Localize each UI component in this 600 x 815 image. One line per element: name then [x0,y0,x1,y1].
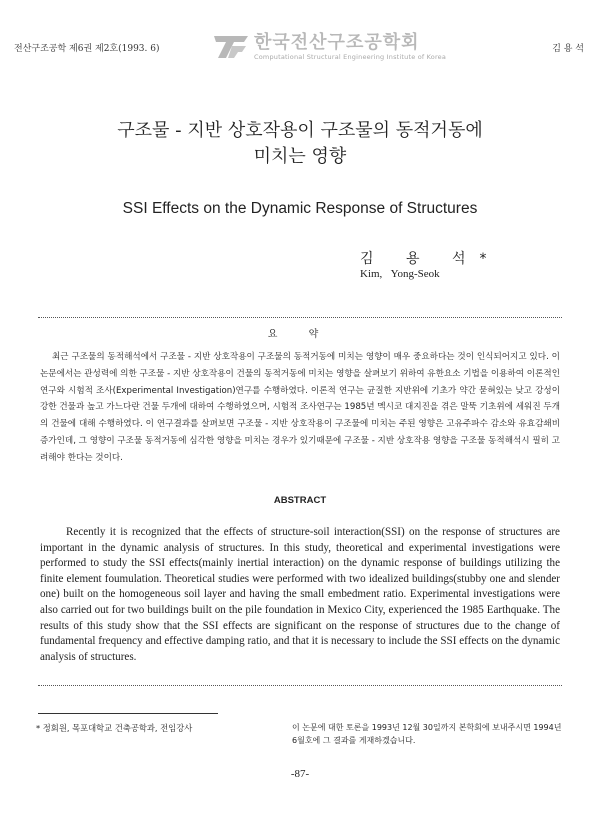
korean-abstract [40,349,560,467]
discussion-note-footnote: 이 논문에 대한 토론을 1993년 12월 30일까지 본학회에 보내주시면 1994년 6월호에 그 결과를 게재하겠습니다. [292,723,562,745]
paper-title-english: SSI Effects on the Dynamic Response of Structures [122,200,478,217]
page-number: -87- [290,768,310,780]
footnote-rule [38,713,218,714]
english-abstract-heading: ABSTRACT [273,495,327,506]
korean-abstract-heading: 요 약 [267,329,333,340]
title-korean-line1: 구조물 - 지반 상호작용이 구조물의 동적거동에 [117,120,483,141]
bottom-dotted-divider [38,685,562,686]
author-affiliation-footnote: * 정회원, 목포대학교 건축공학과, 전임강사 [36,723,193,733]
author-name-korean: 김 용 석* [360,251,501,267]
society-emblem-icon [212,32,250,62]
society-logo [212,30,446,64]
english-abstract [40,525,560,665]
top-dotted-divider [38,317,562,318]
society-name-english: Computational Structural Engineering Institute of Korea [254,52,447,61]
english-abstract-text: Recently it is recognized that the effects of structure-soil interaction(SSI) on the response of structures are important in the dynamic analysis of structures. In this study, theoretical and experimental investigations were performed to study the SSI effects(mainly inertial interaction) on the dynamic response of buildings utilizing the finite element foumulation. Theoretical studies were performed with two idealized buildings(stubby one and slender one) built on the homogeneous soil layer and having the small embedment ratio. Experimental investigations were also carried out for two buildings built on the pile foundation in Mexico City, experienced the 1985 Earthquake. The results of this study show that the SSI effects are significant on the response of structures due to the change of fundamental frequency and effective damping ratio, and that it is necessary to include the SSI effects on the dynamic analysis of structures. [40,526,560,663]
author-name-english: Kim, Yong-Seok [360,268,440,280]
paper-title-korean [0,118,600,170]
journal-reference: 전산구조공학 제6권 제2호(1993. 6) [14,44,160,54]
korean-abstract-text: 최근 구조물의 동적해석에서 구조물 - 지반 상호작용이 구조물의 동적거동에 미치는 영향이 매우 중요하다는 것이 인식되어지고 있다. 이 논문에서는 관성력에 의한 구조물 - 지반 상호작용이 건물의 동적거동에 미치는 영향을 살펴보기 위하여 유한요소 기법을 이용하여 이론적인 연구와 시험적 조사(Experimental Investigation)연구를 수행하였다. 이론적 연구는 균질한 지반위에 기초가 약간 묻혀있는 낮고 강성이 강한 건물과 높고 가느다란 건물 두개에 대하여 수행하였으며, 시험적 조사연구는 1985년 멕시코 대지진을 겪은 말뚝 기초위에 세워진 두개의 건물에 대해 수행하였다. 이 연구결과를 살펴보면 구조물 - 지반 상호작용이 구조물에 미치는 주된 영향은 고유주파수 감소와 유효감쇄비 증가인데, 그 영향이 구조물 동적거동에 심각한 영향을 미치는 경우가 있기때문에 구조물 - 지반 상호작용 영향을 구조물 동적해석시 필히 고려해야 한다는 것이다. [40,352,560,463]
society-name-korean: 한국전산구조공학회 [254,31,420,53]
title-korean-line2: 미치는 영향 [253,146,347,167]
running-author: 김 용 석 [552,44,584,54]
